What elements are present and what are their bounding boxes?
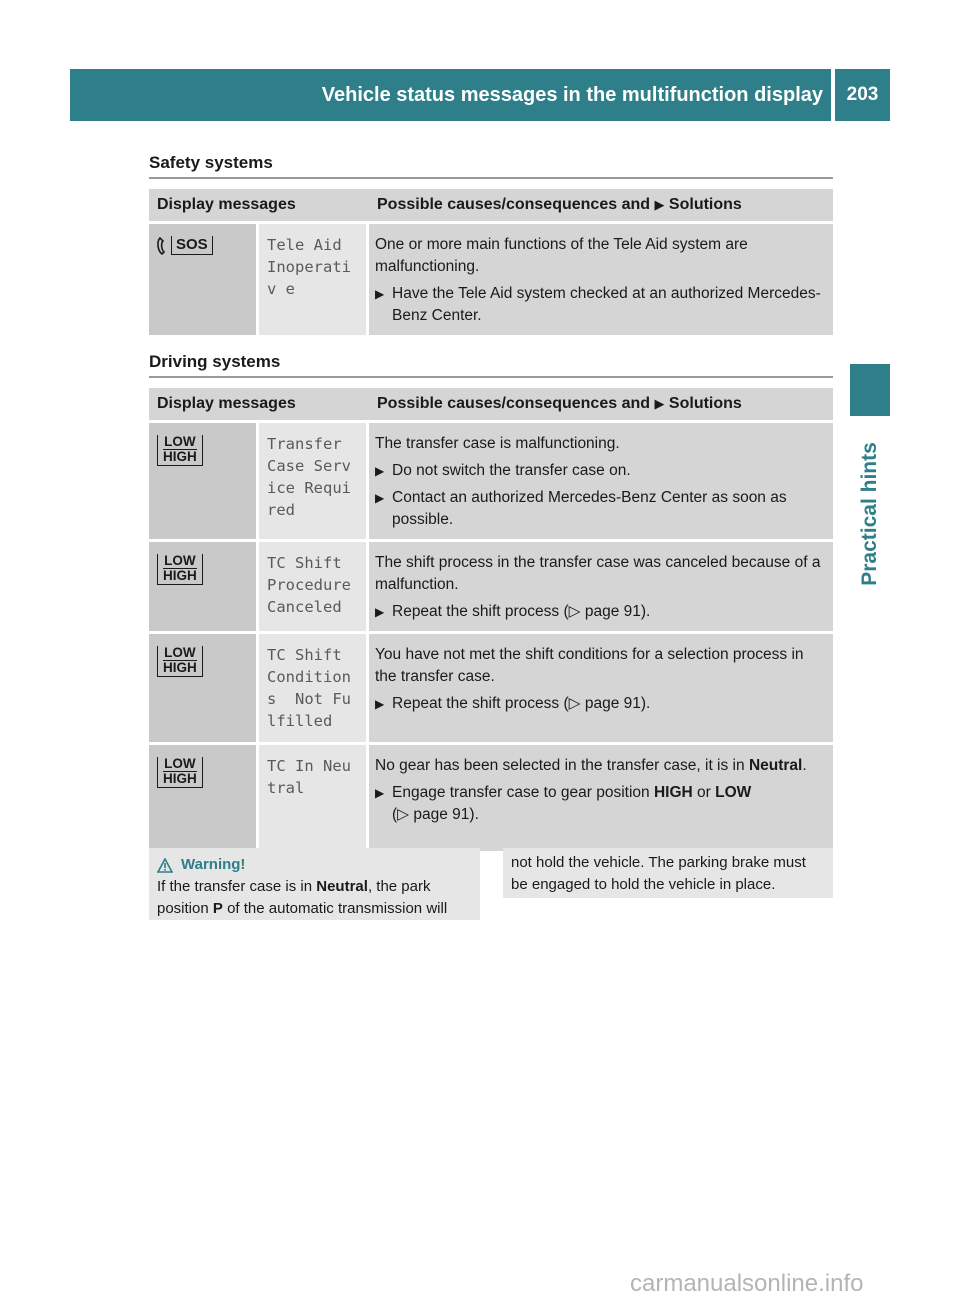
sos-label: SOS	[171, 236, 213, 255]
cause-text: You have not met the shift conditions for a selection process in the transfer case.	[375, 646, 804, 685]
col-header-solutions: Solutions	[668, 196, 742, 213]
col-header-solutions: Solutions	[668, 395, 742, 412]
warning-header	[157, 854, 472, 876]
phone-handset-icon	[157, 237, 171, 255]
low-label: LOW	[164, 553, 196, 568]
step-text: Contact an authorized Mercedes-Benz Center as soon as possible.	[392, 489, 787, 528]
solution-arrow-icon: ▶	[654, 396, 665, 411]
side-tab-label	[850, 424, 890, 604]
col-header-causes-text: Possible causes/consequences and	[377, 196, 651, 213]
low-term: LOW	[715, 784, 752, 801]
warning-triangle-icon	[157, 858, 173, 873]
warning-title: Warning!	[181, 856, 246, 873]
step-text: Do not switch the transfer case on.	[392, 462, 631, 479]
page-title: Vehicle status messages in the multifunction display	[321, 83, 823, 106]
low-label: LOW	[164, 756, 196, 771]
watermark: carmanualsonline.info	[630, 1270, 864, 1297]
step-text	[392, 782, 751, 826]
high-label: HIGH	[163, 449, 197, 464]
description-cell	[369, 423, 833, 539]
high-term: HIGH	[653, 784, 693, 801]
warning-park-term: P	[212, 900, 223, 917]
low-high-range-icon	[157, 554, 203, 585]
safety-table	[149, 186, 833, 338]
driving-table	[149, 385, 833, 854]
icon-cell	[149, 542, 259, 631]
low-high-range-icon	[157, 757, 203, 788]
solution-arrow-icon: ▶	[654, 197, 665, 212]
warning-text-post: of the automatic transmission will	[227, 900, 448, 917]
col-header-causes	[369, 189, 833, 221]
col-header-display: Display messages	[149, 388, 369, 420]
warning-neutral-term: Neutral	[316, 878, 368, 895]
warning-text	[157, 876, 472, 920]
solution-step	[375, 782, 827, 826]
step-text-pre: Engage transfer case to gear position	[392, 784, 650, 801]
side-tab-text: Practical hints	[858, 442, 881, 586]
col-header-display: Display messages	[149, 189, 369, 221]
display-message-code: Tele Aid Inoperativ e	[259, 224, 369, 335]
step-text: Have the Tele Aid system checked at an authorized Mercedes-Benz Center.	[392, 285, 821, 324]
section-title-driving: Driving systems	[149, 352, 833, 378]
table-row	[149, 542, 833, 631]
high-label: HIGH	[163, 771, 197, 786]
solution-step	[375, 460, 827, 482]
icon-cell	[149, 745, 259, 851]
solution-step	[375, 487, 827, 531]
col-header-causes	[369, 388, 833, 420]
low-label: LOW	[164, 434, 196, 449]
cause-text-pre: No gear has been selected in the transfer case, it is in	[375, 757, 745, 774]
display-message-code: TC In Neutral	[259, 745, 369, 851]
low-high-range-icon	[157, 435, 203, 466]
sos-phone-icon	[157, 236, 213, 255]
step-arrow-icon: ▶	[375, 491, 385, 505]
solution-step	[375, 601, 827, 623]
warning-continuation-text: not hold the vehicle. The parking brake must be engaged to hold the vehicle in place.	[511, 854, 806, 893]
page-number: 203	[835, 69, 890, 121]
side-tab-marker	[850, 364, 890, 416]
description-cell	[369, 634, 833, 742]
description-cell	[369, 224, 833, 335]
warning-continuation-box	[503, 848, 833, 898]
cause-text: The shift process in the transfer case was canceled because of a malfunction.	[375, 554, 821, 593]
section-title-safety: Safety systems	[149, 153, 833, 179]
step-text: Repeat the shift process (▷ page 91).	[392, 695, 651, 712]
table-row	[149, 745, 833, 851]
neutral-term: Neutral	[748, 757, 803, 774]
table-row	[149, 423, 833, 539]
low-label: LOW	[164, 645, 196, 660]
step-arrow-icon: ▶	[375, 605, 385, 619]
cause-text-post: .	[802, 757, 807, 774]
step-text: Repeat the shift process (▷ page 91).	[392, 603, 651, 620]
warning-text-pre: If the transfer case is in	[157, 878, 313, 895]
warning-box	[149, 848, 480, 920]
table-row	[149, 224, 833, 335]
description-cell	[369, 745, 833, 851]
icon-cell	[149, 634, 259, 742]
step-arrow-icon: ▶	[375, 464, 385, 478]
col-header-causes-text: Possible causes/consequences and	[377, 395, 651, 412]
step-page-ref: (▷ page 91).	[392, 806, 479, 823]
display-message-code: TC Shift Conditions Not Fulfilled	[259, 634, 369, 742]
description-cell	[369, 542, 833, 631]
cause-text: One or more main functions of the Tele Aid system are malfunctioning.	[375, 236, 748, 275]
high-label: HIGH	[163, 660, 197, 675]
icon-cell	[149, 224, 259, 335]
display-message-code: TC Shift Procedure Canceled	[259, 542, 369, 631]
step-arrow-icon: ▶	[375, 786, 385, 800]
display-message-code: Transfer Case Service Required	[259, 423, 369, 539]
cause-text: The transfer case is malfunctioning.	[375, 435, 620, 452]
table-row	[149, 634, 833, 742]
solution-step	[375, 693, 827, 715]
cause-text	[375, 755, 827, 777]
icon-cell	[149, 423, 259, 539]
warning-text-mid: , the park position	[157, 878, 431, 917]
high-label: HIGH	[163, 568, 197, 583]
step-text-or: or	[697, 784, 711, 801]
step-arrow-icon: ▶	[375, 287, 385, 301]
step-arrow-icon: ▶	[375, 697, 385, 711]
solution-step	[375, 283, 827, 327]
low-high-range-icon	[157, 646, 203, 677]
